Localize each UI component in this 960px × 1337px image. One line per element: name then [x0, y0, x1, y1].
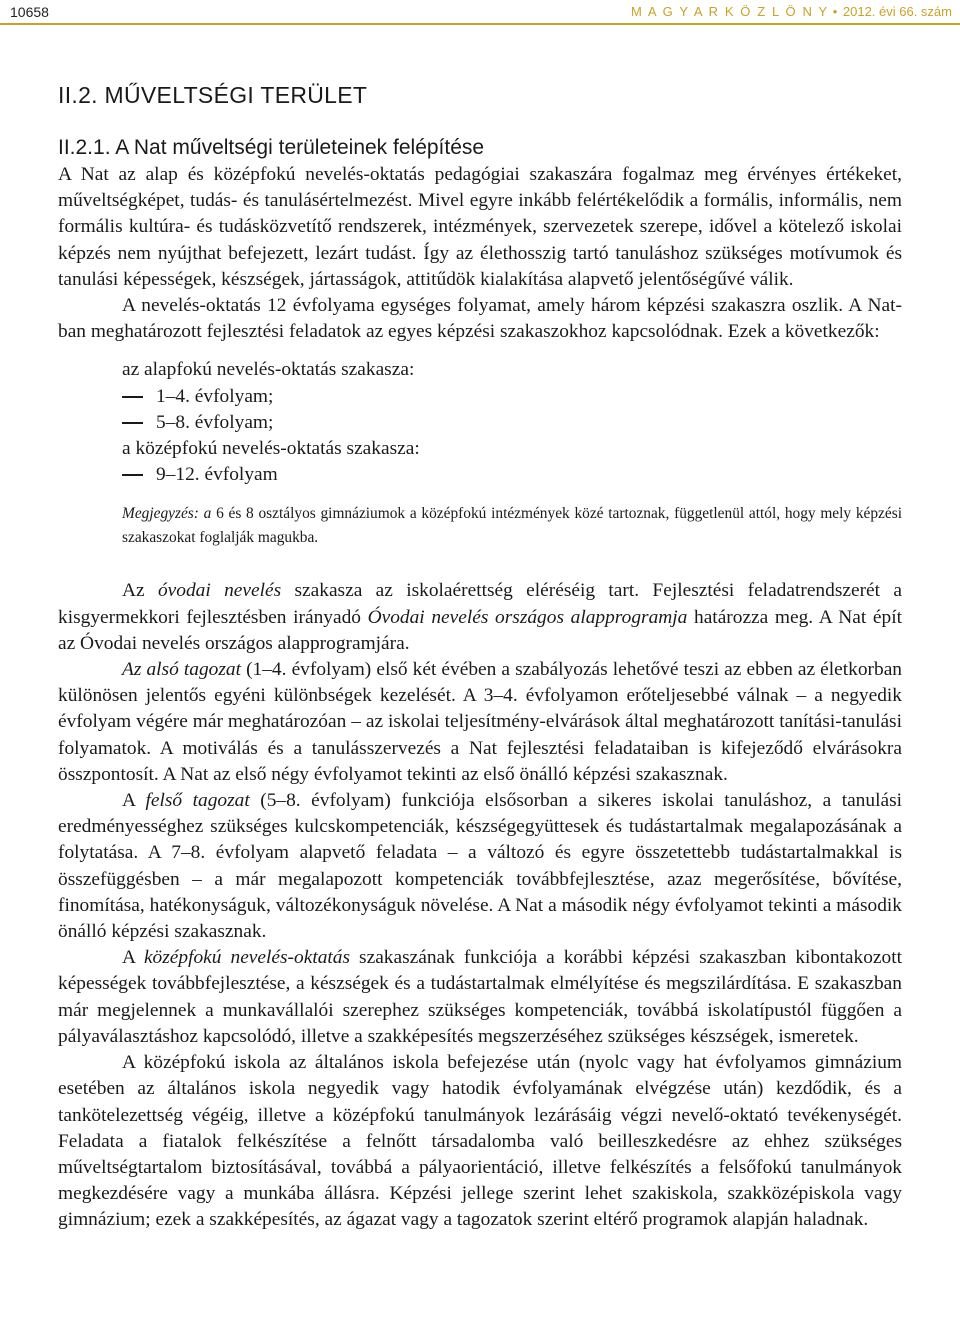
- emphasis-term: középfokú nevelés-oktatás: [143, 947, 351, 969]
- subsection-title: II.2.1. A Nat műveltségi területeinek felépítése: [58, 136, 485, 159]
- emphasis-term: óvodai nevelés: [157, 580, 282, 602]
- dash-bullet: [122, 422, 143, 424]
- issue-date: 2012. évi 66. szám: [842, 4, 952, 19]
- emphasis-program: Óvodai nevelés országos alapprogramja: [367, 606, 688, 628]
- note-paragraph: [58, 502, 902, 550]
- list-item-text: 9–12. évfolyam: [156, 464, 278, 486]
- primary-stage-label: az alapfokú nevelés-oktatás szakasza:: [122, 359, 415, 381]
- text-run: szakasza az iskolaérettség eléréséig tart. Fejlesztési feladatrendszerét a kisgyermekkori fejlesztésben irányadó: [58, 580, 902, 628]
- text-run: (5–8. évfolyam) funkciója elsősorban a sikeres iskolai tanuláshoz, a tanulási eredményességhez szükséges kulcskompetenciák, készségegyüttesek és tudástartalmak megalapozásának a folytatása. A 7–8. évfolyam alapvető feladata – a változó és egyre összetettebb tudástartalmakkal is összefüggésben – a már megalapozott kompetenciák továbbfejlesztése, azaz megerősítése, bővítése, finomítása, hatékonyságuk, változékonyságuk növelése. A Nat a második négy évfolyamot tekinti a második önálló képzési szakasznak.: [58, 790, 903, 943]
- stages-list: [122, 357, 902, 488]
- upper-grades-paragraph: [58, 788, 902, 945]
- list-item: [122, 462, 902, 488]
- note-text: 6 és 8 osztályos gimnáziumok a középfokú intézmények közé tartoznak, függetlenül attól, hogy mely képzési szakaszokat foglalják magukba.: [122, 505, 902, 547]
- list-item-text: 1–4. évfolyam;: [156, 385, 274, 407]
- page-header: [0, 0, 960, 30]
- separator-dot: •: [832, 4, 839, 19]
- secondary-stage-label: a középfokú nevelés-oktatás szakasza:: [122, 438, 420, 460]
- stages-paragraph: A nevelés-oktatás 12 évfolyama egységes folyamat, amely három képzési szakaszra oszlik. A Nat-ban meghatározott fejlesztési feladatok az egyes képzési szakaszokhoz kapcsolódnak. Ezek a következők:: [58, 295, 902, 343]
- header-rule: [0, 23, 960, 25]
- secondary-paragraph: [58, 945, 902, 1050]
- text-run: Az: [122, 580, 158, 602]
- intro-paragraph: A Nat az alap és középfokú nevelés-oktatás pedagógiai szakaszára fogalmaz meg érvényes értékeket, műveltségképet, tudás- és tanulásértelmezést. Mivel egyre inkább felértékelődik a formális, informális, nem formális kultúra- és tudásközvetítő rendszerek, intézmények, szervezetek szerepe, idővel a kötelező iskolai képzés nem nyújthat befejezett, lezárt tudást. Így az élethosszig tartó tanuláshoz szükséges motívumok és tanulási képességek, készségek, jártasságok, attitűdök kialakítása alapvető jelentőségűvé válik.: [58, 164, 902, 290]
- list-item: [122, 410, 902, 436]
- page-number: 10658: [10, 4, 49, 20]
- text-run: szakaszának funkciója a korábbi képzési szakaszban kibontakozott képességek továbbfejlesztése, a készségek és a tudástartalmak elmélyítése és megszilárdítása. E szakaszban már megjelennek a munkavállalói szerephez szükséges kompetenciák, továbbá iskolatípustól függően a pályaválasztáshoz kapcsolódó, illetve a szakképesítés megszerzéséhez szükséges készségek, ismeretek.: [58, 947, 902, 1047]
- text-run: A: [122, 947, 144, 969]
- dash-bullet: [122, 474, 143, 476]
- emphasis-term: Az alsó tagozat: [122, 659, 241, 681]
- journal-title: [631, 4, 952, 19]
- section-title: II.2. MŰVELTSÉGI TERÜLET: [58, 82, 368, 108]
- note-label: Megjegyzés: a: [122, 505, 212, 523]
- emphasis-term: felső tagozat: [145, 790, 250, 812]
- lower-grades-paragraph: [58, 657, 902, 788]
- kindergarten-paragraph: [58, 578, 902, 657]
- text-run: (1–4. évfolyam) első két évében a szabályozás lehetővé teszi az ebben az életkorban különösen jelentős egyéni különbségek kezelését. A 3–4. évfolyamon erőteljesebbé válnak – a negyedik évfolyam végére már meghatározóan – az iskolai teljesítmény-elvárások által meghatározott tanítási-tanulási folyamatok. A motiválás és a tanulásszervezés a Nat fejlesztési feladataiban is kifejeződő elvárásokra összpontosít. A Nat az első négy évfolyamot tekinti az első önálló képzési szakasznak.: [58, 659, 903, 785]
- page-content: [58, 80, 902, 1234]
- list-item-text: 5–8. évfolyam;: [156, 411, 274, 433]
- final-paragraph: A középfokú iskola az általános iskola befejezése után (nyolc vagy hat évfolyamos gimnázium esetében az általános iskola negyedik vagy hatodik évfolyamának elvégzése után) kezdődik, és a tankötelezettség végéig, illetve a középfokú tanulmányok lezárásáig végzi nevelő-oktató tevékenységét. Feladata a fiatalok felkészítése a felnőtt társadalomba való beilleszkedésre az ehhez szükséges műveltségtartalom biztosításával, továbbá a pályaorientáció, illetve felkészítés a felsőfokú tanulmányok megkezdésére vagy a munkába állásra. Képzési jellege szerint lehet szakiskola, szakközépiskola vagy gimnázium; ezek a szakképesítés, az ágazat vagy a tagozatok szerint eltérő programok alapján haladnak.: [58, 1052, 902, 1231]
- list-item: [122, 384, 902, 410]
- journal-name: M A G Y A R K Ö Z L Ö N Y: [630, 4, 829, 19]
- text-run: A: [122, 790, 146, 812]
- text-run: határozza meg. A Nat épít az Óvodai nevelés országos alapprogramjára.: [58, 606, 902, 654]
- dash-bullet: [122, 396, 143, 398]
